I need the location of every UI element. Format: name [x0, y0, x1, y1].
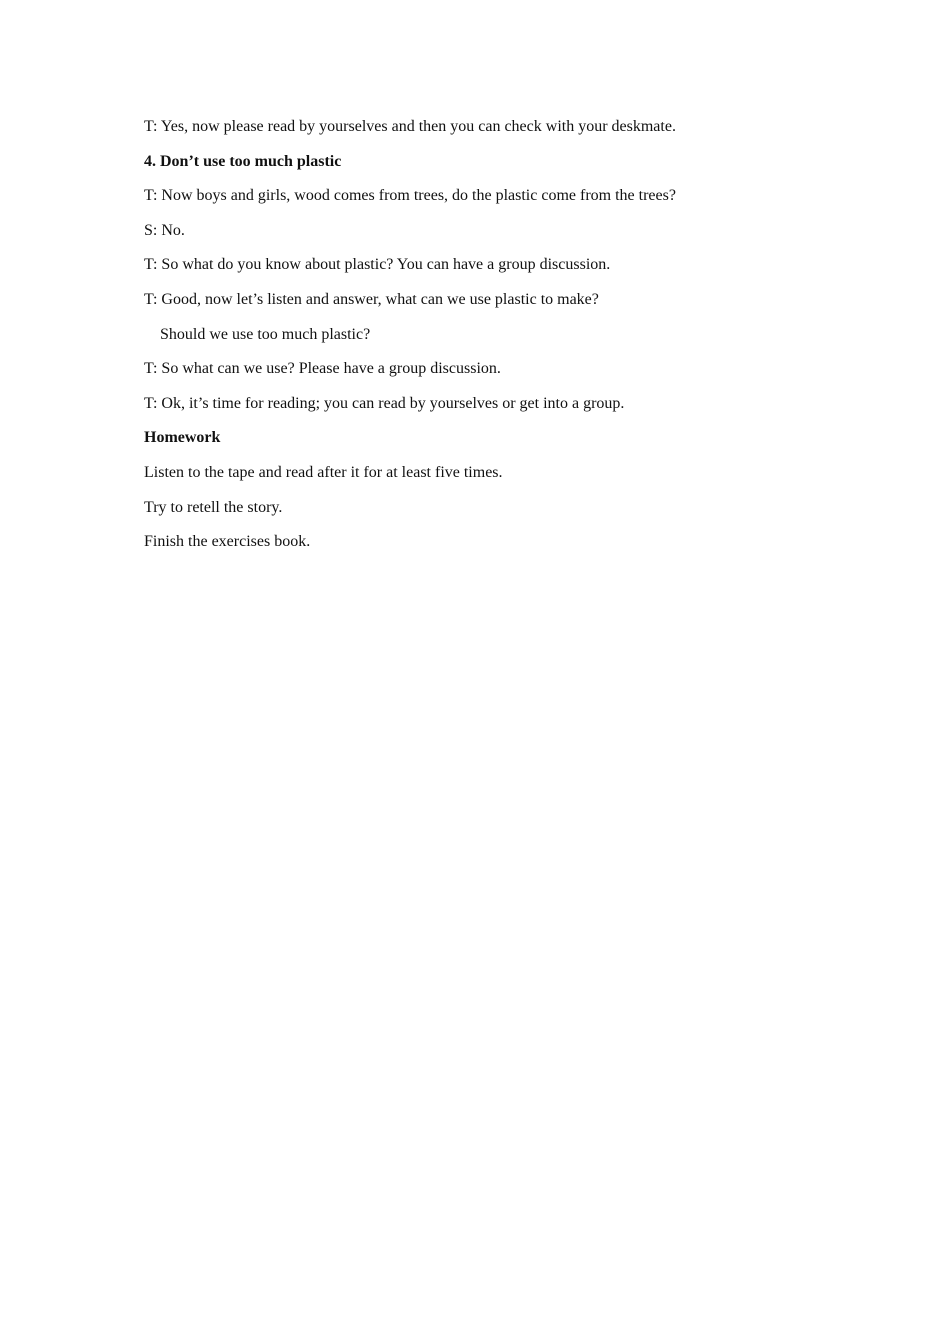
dialogue-line-too-much-plastic: Should we use too much plastic? [160, 325, 371, 343]
dialogue-line-student-no: S: No. [144, 221, 185, 239]
dialogue-line-know-plastic: T: So what do you know about plastic? You can have a group discussion. [144, 256, 611, 274]
dialogue-line-listen-answer: T: Good, now let’s listen and answer, what can we use plastic to make? [144, 290, 599, 308]
homework-item-exercises: Finish the exercises book. [144, 533, 311, 551]
dialogue-line-reading-time: T: Ok, it’s time for reading; you can read by yourselves or get into a group. [144, 394, 625, 412]
dialogue-line-what-can-use: T: So what can we use? Please have a group discussion. [144, 360, 501, 378]
homework-item-listen: Listen to the tape and read after it for at least five times. [144, 463, 503, 481]
dialogue-line-check-deskmate: T: Yes, now please read by yourselves and then you can check with your deskmate. [144, 118, 676, 135]
section-heading-plastic: 4. Don’t use too much plastic [144, 152, 342, 170]
section-heading-homework: Homework [144, 429, 221, 447]
homework-item-retell: Try to retell the story. [144, 498, 283, 516]
dialogue-line-wood-trees: T: Now boys and girls, wood comes from trees, do the plastic come from the trees? [144, 187, 676, 205]
document-body [144, 116, 824, 566]
